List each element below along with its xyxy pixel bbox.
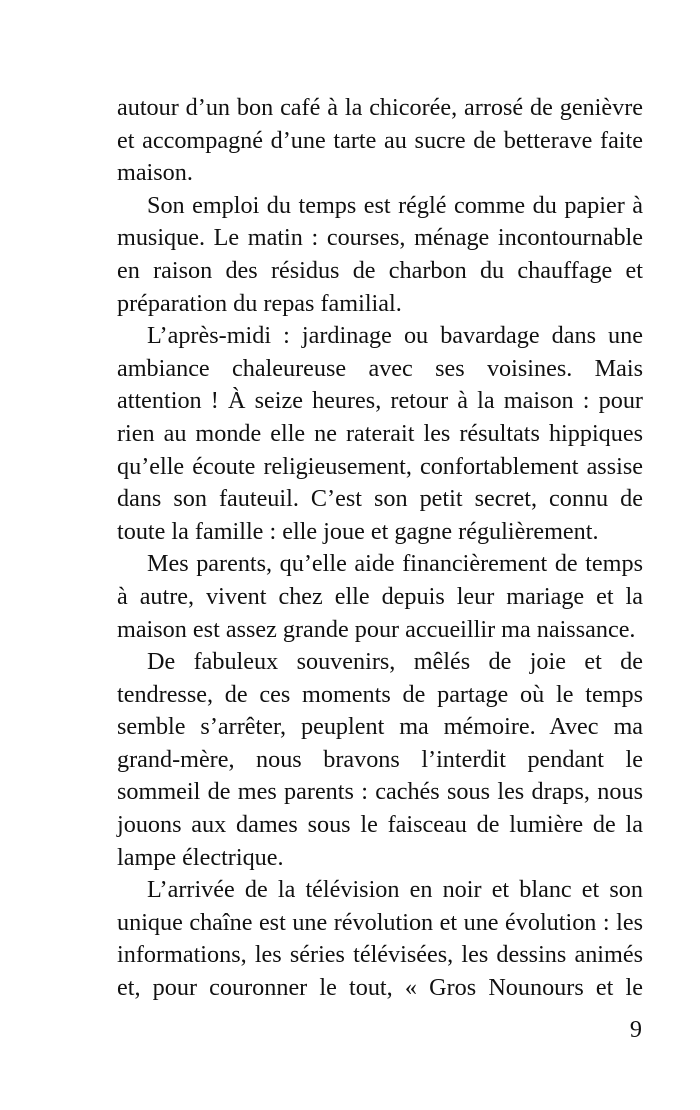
paragraph-memories: De fabuleux souvenirs, mêlés de joie et de tendresse, de ces moments de partage où le temps semble s’arrêter, peuplent ma mémoire. Avec ma grand-mère, nous bravons l’interdit pendant le sommeil de mes parents : cachés sous les draps, nous jouons aux dames sous le faisceau de lumière de la lampe électrique.: [117, 648, 643, 871]
paragraph-afternoon: L’après-midi : jardinage ou bavardage dans une ambiance chaleureuse avec ses voisines. Mais attention ! À seize heures, retour à la maison : pour rien au monde elle ne raterait les résultats hippiques qu’elle écoute religieusement, confortablement assise dans son fauteuil. C’est son petit secret, connu de toute la famille : elle joue et gagne régulièrement.: [117, 322, 643, 545]
paragraph-schedule: Son emploi du temps est réglé comme du papier à musique. Le matin : courses, ménage incontournable en raison des résidus de charbon du chauffage et préparation du repas familial.: [117, 191, 643, 317]
paragraph-parents: Mes parents, qu’elle aide financièrement de temps à autre, vivent chez elle depuis leur mariage et la maison est assez grande pour accueillir ma naissance.: [117, 550, 643, 643]
page-body: [117, 92, 643, 1005]
page-number: 9: [629, 1016, 642, 1043]
paragraph-continuation: autour d’un bon café à la chicorée, arrosé de genièvre et accompagné d’une tarte au sucre de betterave faite maison.: [117, 94, 643, 187]
paragraph-television: L’arrivée de la télévision en noir et blanc et son unique chaîne est une révolution et une évolution : les informations, les séries télévisées, les dessins animés et, pour couronner le tout, « Gros Nounours et le: [117, 876, 643, 1002]
